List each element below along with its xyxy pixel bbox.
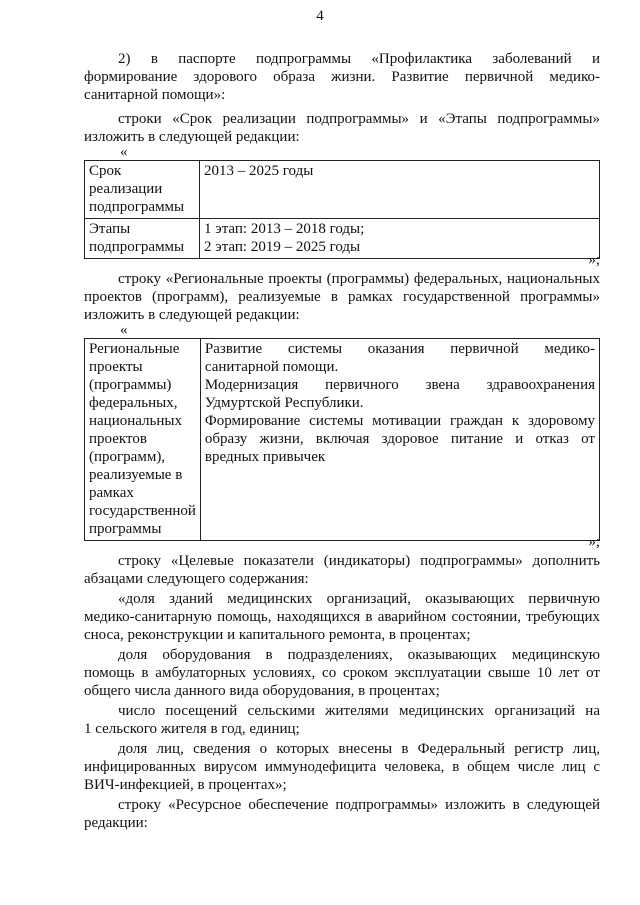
para3-line-12: инфицированных вирусом иммунодефицита человека, в общем числе лиц с [84,759,600,775]
value-line: образу жизни, включая здоровое питание и отказ от [204,431,595,447]
row-value-regional [200,339,599,541]
label-line: подпрограммы [89,199,185,215]
para3-line-11: доля лиц, сведения о которых внесены в Федеральный регистр лиц, [118,741,600,757]
para3-line-2: абзацами следующего содержания: [84,571,309,587]
table-row [85,339,600,541]
label-line: реализуемые в [89,467,183,483]
para3-line-14: строку «Ресурсное обеспечение подпрограммы» изложить в следующей [118,797,600,813]
row-label-stages [85,219,200,259]
intro-line-1: 2) в паспорте подпрограммы «Профилактика заболеваний и [118,51,600,67]
value-line: Формирование системы мотивации граждан к здоровому [204,413,595,429]
quote-open-2: « [120,322,128,338]
value-line: Удмуртской Республики. [204,395,364,411]
page-number: 4 [316,8,324,24]
quote-close-2: »; [588,534,600,550]
label-line: национальных [89,413,182,429]
label-line: рамках [89,485,134,501]
quote-close-1: »; [588,252,600,268]
para3-line-5: сноса, реконструкции и капитального ремонта, в процентах; [84,627,471,643]
para2-line-3: изложить в следующей редакции: [84,307,300,323]
stage-line: 1 этап: 2013 – 2018 годы; [204,221,365,237]
para2-line-2: проектов (программ), реализуемые в рамках государственной программы» [84,289,600,305]
label-line: Этапы [89,221,131,237]
label-line: федеральных, [89,395,178,411]
intro-line-2: формирование здорового образа жизни. Развитие первичной медико- [84,69,600,85]
value-line: санитарной помощи. [204,359,339,375]
para3-line-9: число посещений сельскими жителями медицинских организаций на [118,703,600,719]
para3-line-8: общего числа данного вида оборудования, в процентах; [84,683,440,699]
label-line: Срок [89,163,122,179]
label-line: проекты [89,359,143,375]
para3-line-7: помощь в амбулаторных условиях, со сроком эксплуатации свыше 10 лет от [84,665,600,681]
value-line: вредных привычек [204,449,326,465]
para3-line-15: редакции: [84,815,148,831]
table-terms-stages [84,160,600,259]
stage-line: 2 этап: 2019 – 2025 годы [204,239,361,255]
para3-line-13: ВИЧ-инфекцией, в процентах»; [84,777,287,793]
term-value: 2013 – 2025 годы [204,163,314,179]
label-line: подпрограммы [89,239,185,255]
row-label-term [85,161,200,219]
para3-line-10: 1 сельского жителя в год, единиц; [84,721,300,737]
value-line: Развитие системы оказания первичной медико- [204,341,595,357]
table-regional-projects [84,338,600,541]
para3-line-1: строку «Целевые показатели (индикаторы) подпрограммы» дополнить [118,553,600,569]
label-line: Региональные [89,341,180,357]
intro-line-4: строки «Срок реализации подпрограммы» и «Этапы подпрограммы» [118,111,600,127]
para3-line-3: «доля зданий медицинских организаций, оказывающих первичную [118,591,600,607]
para3-line-4: медико-санитарную помощь, находящихся в аварийном состоянии, требующих [84,609,600,625]
para3-line-6: доля оборудования в подразделениях, оказывающих медицинскую [118,647,600,663]
table-row [85,161,600,219]
label-line: проектов [89,431,147,447]
quote-open-1: « [120,144,128,160]
label-line: программы [89,521,162,537]
row-value-term [200,161,600,219]
label-line: государственной [89,503,196,519]
row-label-regional [85,339,201,541]
value-line: Модернизация первичного звена здравоохранения [204,377,595,393]
row-value-stages [200,219,600,259]
table-row [85,219,600,259]
label-line: реализации [89,181,163,197]
intro-line-5: изложить в следующей редакции: [84,129,300,145]
para2-line-1: строку «Региональные проекты (программы) федеральных, национальных [118,271,600,287]
label-line: (программ), [89,449,166,465]
label-line: (программы) [89,377,172,393]
intro-line-3: санитарной помощи»: [84,87,226,103]
